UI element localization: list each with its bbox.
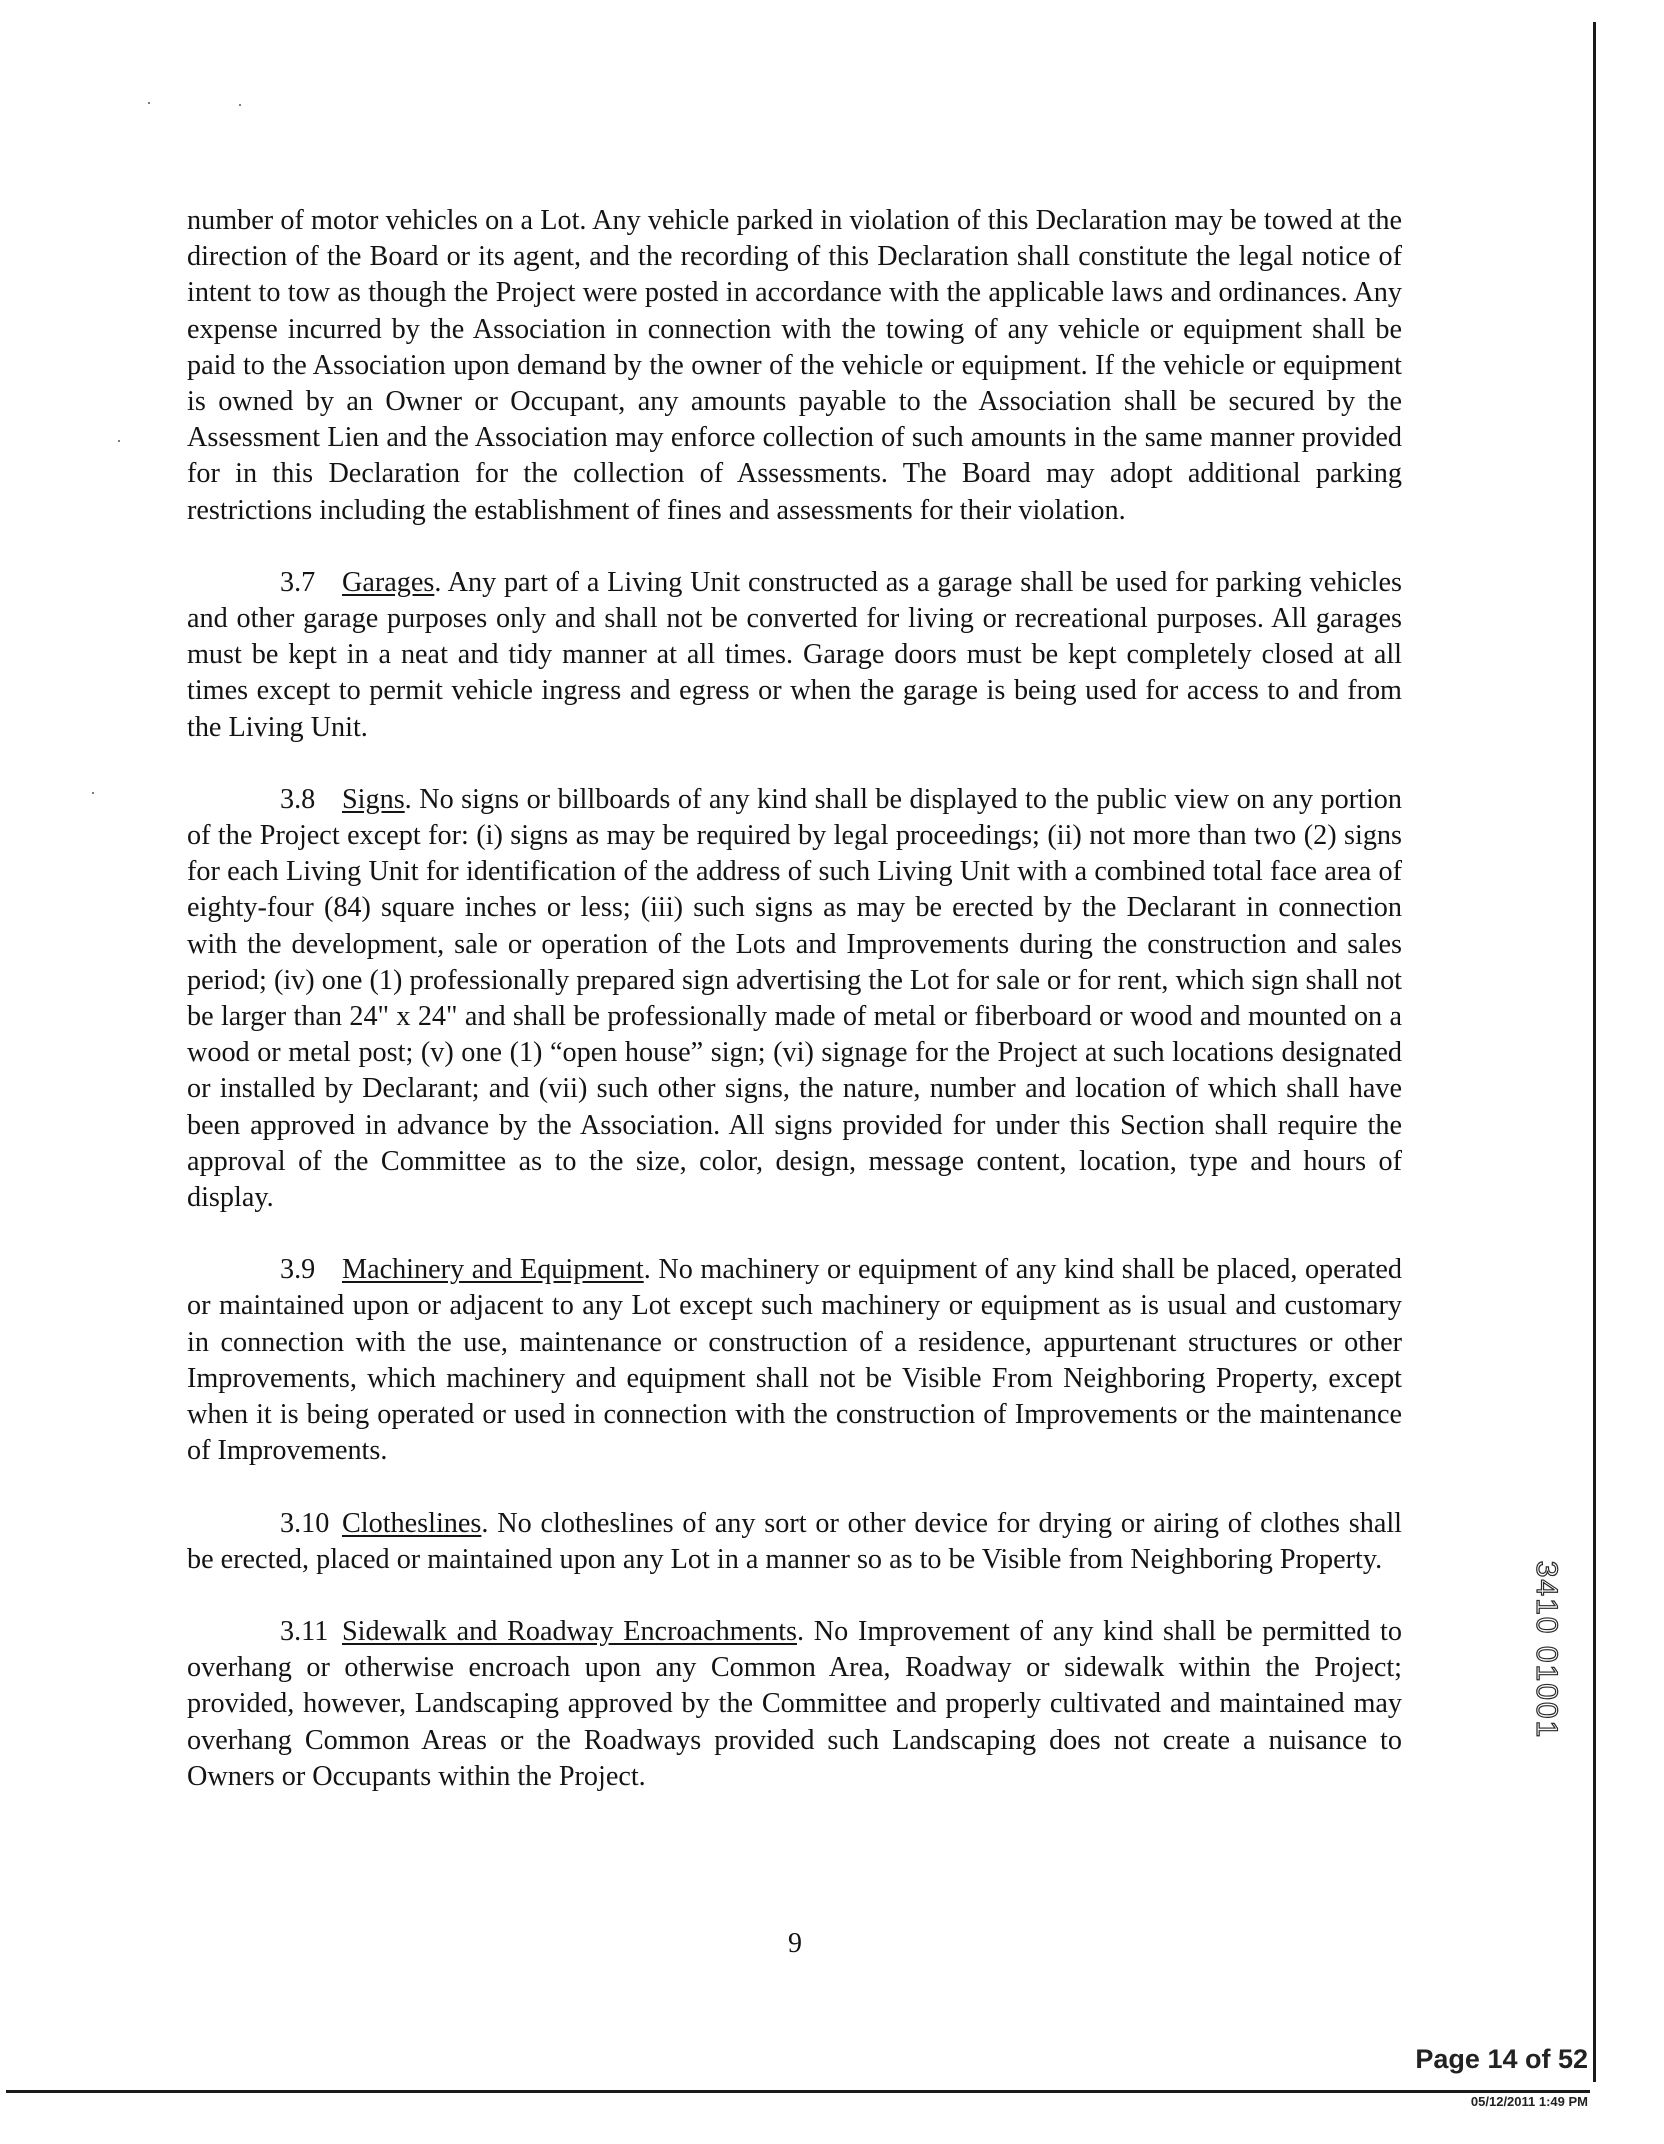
section-3-11-encroachments: [187, 1614, 1402, 1795]
section-heading: Machinery and Equipment: [342, 1254, 644, 1286]
section-text: . No Improvement of any kind shall be permitted to overhang or otherwise encroach upon any Common Area, Roadway or sidewalk within the Project; provided, however, Landscaping approved by the Committee and properly cultivated and maintained may overhang Common Areas or the Roadways provided such Landscaping does not create a nuisance to Owners or Occupants within the Project.: [187, 1615, 1402, 1792]
section-heading: Signs: [342, 783, 405, 815]
scan-speck: [92, 792, 94, 794]
section-number: 3.10: [280, 1507, 330, 1539]
footer-page-label: Page 14 of 52: [1415, 2044, 1588, 2074]
section-3-9-machinery: [187, 1252, 1402, 1469]
section-heading: Garages: [342, 566, 435, 598]
paragraph-text: number of motor vehicles on a Lot. Any vehicle parked in violation of this Declaration may be towed at the direction of the Board or its agent, and the recording of this Declaration shall constitute the legal notice of intent to tow as though the Project were posted in accordance with the applicable laws and ordinances. Any expense incurred by the Association in connection with the towing of any vehicle or equipment shall be paid to the Association upon demand by the owner of the vehicle or equipment. If the vehicle or equipment is owned by an Owner or Occupant, any amounts payable to the Association shall be secured by the Assessment Lien and the Association may enforce collection of such amounts in the same manner provided for in this Declaration for the collection of Assessments. The Board may adopt additional parking restrictions including the establishment of fines and assessments for their violation.: [187, 205, 1402, 526]
section-number: 3.7: [280, 566, 316, 598]
section-text: . No clotheslines of any sort or other device for drying or airing of clothes shall be erected, placed or maintained upon any Lot in a manner so as to be Visible from Neighboring Property.: [187, 1507, 1402, 1575]
section-3-10-clotheslines: [187, 1506, 1402, 1578]
scan-speck: [239, 104, 241, 106]
section-3-7-garages: [187, 565, 1402, 746]
bottom-rule: [6, 2090, 1590, 2093]
section-number: 3.9: [280, 1254, 316, 1286]
scan-speck: [148, 102, 150, 104]
section-number: 3.11: [280, 1615, 329, 1647]
recording-stamp: [1516, 1520, 1576, 1780]
right-margin-rule: [1593, 22, 1596, 2082]
section-number: 3.8: [280, 783, 316, 815]
scan-speck: [118, 440, 120, 442]
recording-stamp-text: 3410 01001: [1530, 1560, 1563, 1740]
section-text: . No signs or billboards of any kind shall be displayed to the public view on any portion of the Project except for: (i) signs as may be required by legal proceedings; (ii) not more than two (2) signs for each Living Unit for identification of the address of such Living Unit with a combined total face area of eighty-four (84) square inches or less; (iii) such signs as may be erected by the Declarant in connection with the development, sale or operation of the Lots and Improvements during the construction and sales period; (iv) one (1) professionally prepared sign advertising the Lot for sale or for rent, which sign shall not be larger than 24" x 24" and shall be professionally made of metal or fiberboard or wood and mounted on a wood or metal post; (v) one (1) “open house” sign; (vi) signage for the Project at such locations designated or installed by Declarant; and (vii) such other signs, the nature, number and location of which shall have been approved in advance by the Association. All signs provided for under this Section shall require the approval of the Committee as to the size, color, design, message content, location, type and hours of display.: [187, 783, 1402, 1214]
section-text: . Any part of a Living Unit constructed as a garage shall be used for parking vehicles and other garage purposes only and shall not be converted for living or recreational purposes. All garages must be kept in a neat and tidy manner at all times. Garage doors must be kept completely closed at all times except to permit vehicle ingress and egress or when the garage is being used for access to and from the Living Unit.: [187, 566, 1402, 743]
document-body: [187, 203, 1402, 1831]
section-heading: Clotheslines: [342, 1507, 482, 1539]
section-heading: Sidewalk and Roadway Encroachments: [342, 1615, 797, 1647]
page-number: 9: [788, 1928, 802, 1959]
footer-timestamp: 05/12/2011 1:49 PM: [1470, 2094, 1588, 2109]
section-3-8-signs: [187, 782, 1402, 1216]
section-text: . No machinery or equipment of any kind shall be placed, operated or maintained upon or adjacent to any Lot except such machinery or equipment as is usual and customary in connection with the use, maintenance or construction of a residence, appurtenant structures or other Improvements, which machinery and equipment shall not be Visible From Neighboring Property, except when it is being operated or used in connection with the construction of Improvements or the maintenance of Improvements.: [187, 1254, 1402, 1467]
paragraph-3-6-continued: [187, 203, 1402, 529]
